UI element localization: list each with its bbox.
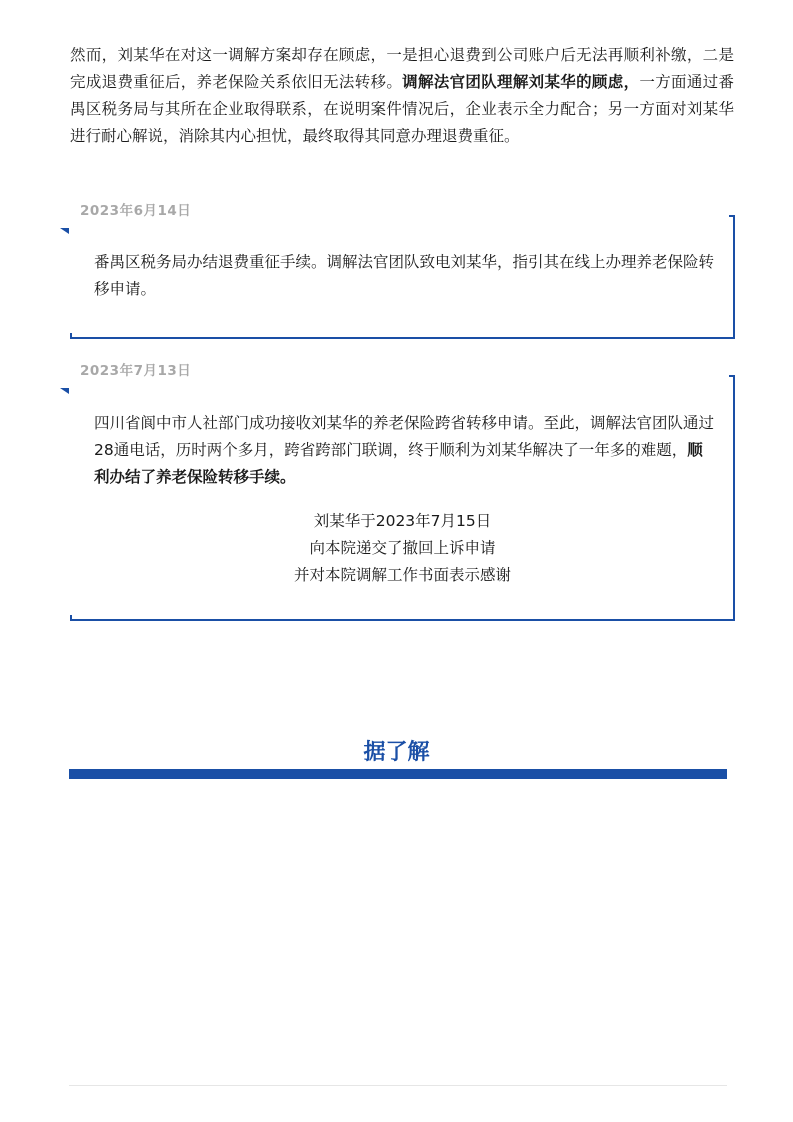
corner-marker-icon — [60, 388, 69, 394]
event-date: 2023年7月13日 — [80, 363, 192, 379]
closing-line: 并对本院调解工作书面表示感谢 — [293, 566, 511, 584]
event-text-bold: 顺利办结了养老保险转移手续。 — [94, 441, 703, 486]
closing-statement — [70, 508, 735, 589]
intro-text-2: 一方面通过番禺区税务局与其所在企业取得联系，在说明案件情况后，企业表示全力配合；另一方面对刘某华进行耐心解说，消除其内心担忧，最终取得其同意办理退费重征。 — [70, 73, 734, 145]
frame-tick — [729, 375, 735, 377]
frame-tick — [729, 215, 735, 217]
closing-line: 刘某华于2023年7月15日 — [313, 512, 492, 530]
section-divider-bar — [69, 769, 727, 779]
intro-paragraph — [70, 42, 734, 150]
corner-marker-icon — [60, 228, 69, 234]
intro-text-bold: 调解法官团队理解刘某华的顾虑， — [402, 73, 640, 91]
frame-tick — [70, 615, 72, 621]
footer-divider — [69, 1085, 727, 1086]
event-text-regular: 四川省阆中市人社部门成功接收刘某华的养老保险跨省转移申请。至此，调解法官团队通过28通电话，历时两个多月，跨省跨部门联调，终于顺利为刘某华解决了一年多的难题， — [94, 414, 715, 459]
event-date: 2023年6月14日 — [80, 203, 192, 219]
section-title: 据了解 — [363, 740, 430, 765]
event-text: 番禺区税务局办结退费重征手续。调解法官团队致电刘某华，指引其在线上办理养老保险转移申请。 — [94, 253, 715, 298]
frame-tick — [70, 333, 72, 339]
event-text — [94, 410, 714, 491]
intro-text-1: 然而，刘某华在对这一调解方案却存在顾虑，一是担心退费到公司账户后无法再顺利补缴，二是完成退费重征后，养老保险关系依旧无法转移。 — [70, 46, 734, 91]
closing-line: 向本院递交了撤回上诉申请 — [309, 539, 496, 557]
